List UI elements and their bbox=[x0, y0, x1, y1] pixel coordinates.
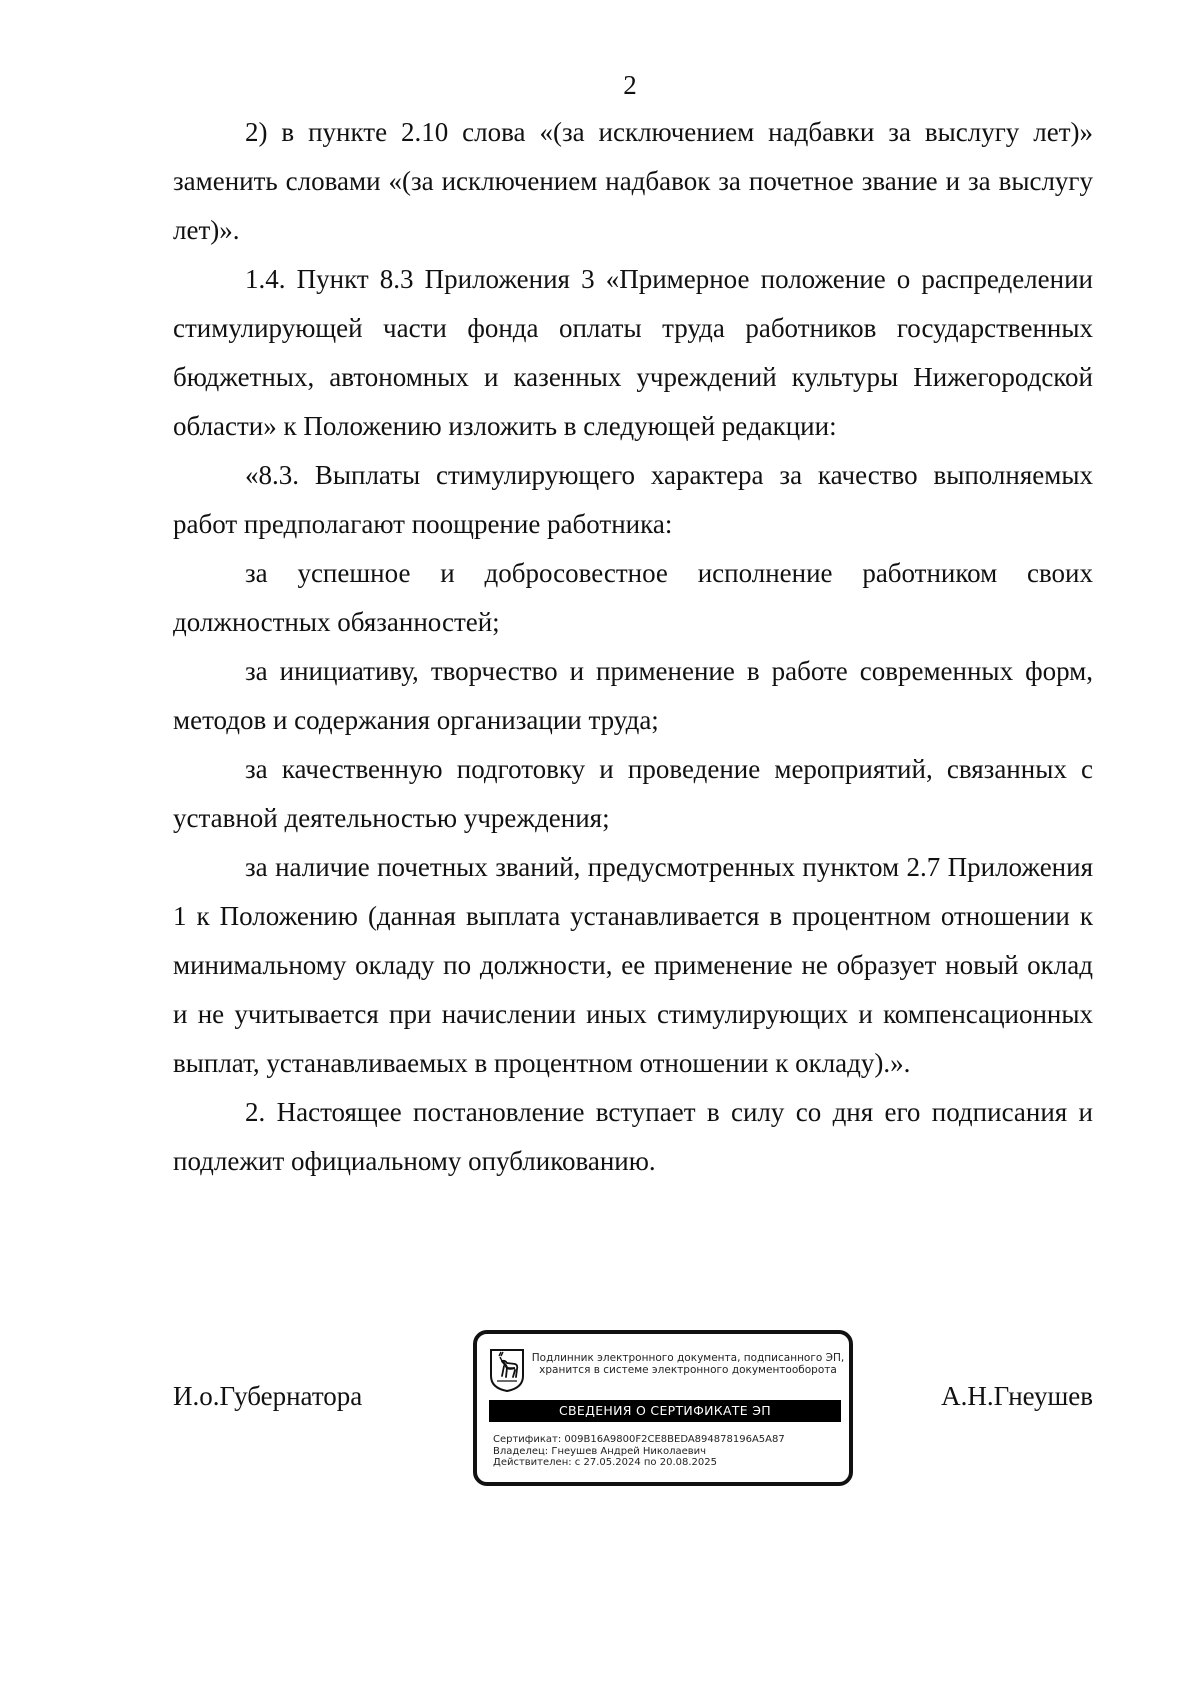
certificate-validity: Действителен: с 27.05.2024 по 20.08.2025 bbox=[493, 1457, 717, 1468]
electronic-signature-stamp bbox=[473, 1330, 853, 1486]
certificate-owner: Владелец: Гнеушев Андрей Николаевич bbox=[493, 1445, 707, 1457]
paragraph-criterion-2: за инициативу, творчество и применение в работе современных форм, методов и содержания организации труда; bbox=[173, 656, 1093, 735]
paragraph-point-1-4: 1.4. Пункт 8.3 Приложения 3 «Примерное положение о распределении стимулирующей части фонда оплаты труда работников государственных бюджетных, автономных и казенных учреждений культуры Нижегородской области» к Положению изложить в следующей редакции: bbox=[173, 264, 1093, 441]
page-number: 2 bbox=[623, 70, 637, 100]
deer-emblem-icon bbox=[489, 1348, 525, 1392]
stamp-header-line1: Подлинник электронного документа, подписанного ЭП, bbox=[531, 1352, 845, 1364]
paragraph-criterion-1: за успешное и добросовестное исполнение работником своих должностных обязанностей; bbox=[173, 558, 1093, 637]
stamp-title: СВЕДЕНИЯ О СЕРТИФИКАТЕ ЭП bbox=[489, 1400, 841, 1422]
paragraph-item-2: 2) в пункте 2.10 слова «(за исключением надбавки за выслугу лет)» заменить словами «(за исключением надбавок за почетное звание и за выслугу лет)». bbox=[173, 117, 1093, 245]
stamp-header-line2: хранится в системе электронного документооборота bbox=[539, 1364, 837, 1376]
paragraph-criterion-4: за наличие почетных званий, предусмотренных пунктом 2.7 Приложения 1 к Положению (данная выплата устанавливается в процентном отношении к минимальному окладу по должности, ее применение не образует новый оклад и не учитывается при начислении иных стимулирующих и компенсационных выплат, устанавливаемых в процентном отношении к окладу).». bbox=[173, 852, 1093, 1078]
document-body bbox=[173, 108, 1093, 1186]
signer-position: И.о.Губернатора bbox=[173, 1381, 363, 1411]
stamp-header bbox=[529, 1352, 847, 1376]
signature-block bbox=[173, 1330, 1093, 1490]
paragraph-point-2: 2. Настоящее постановление вступает в силу со дня его подписания и подлежит официальному опубликованию. bbox=[173, 1097, 1093, 1176]
signer-name: А.Н.Гнеушев bbox=[941, 1381, 1093, 1411]
stamp-details bbox=[493, 1434, 843, 1469]
certificate-number: Сертификат: 009B16A9800F2CE8BEDA894878196A5A87 bbox=[493, 1434, 785, 1445]
paragraph-point-8-3: «8.3. Выплаты стимулирующего характера за качество выполняемых работ предполагают поощрение работника: bbox=[173, 460, 1093, 539]
paragraph-criterion-3: за качественную подготовку и проведение мероприятий, связанных с уставной деятельностью учреждения; bbox=[173, 754, 1093, 833]
